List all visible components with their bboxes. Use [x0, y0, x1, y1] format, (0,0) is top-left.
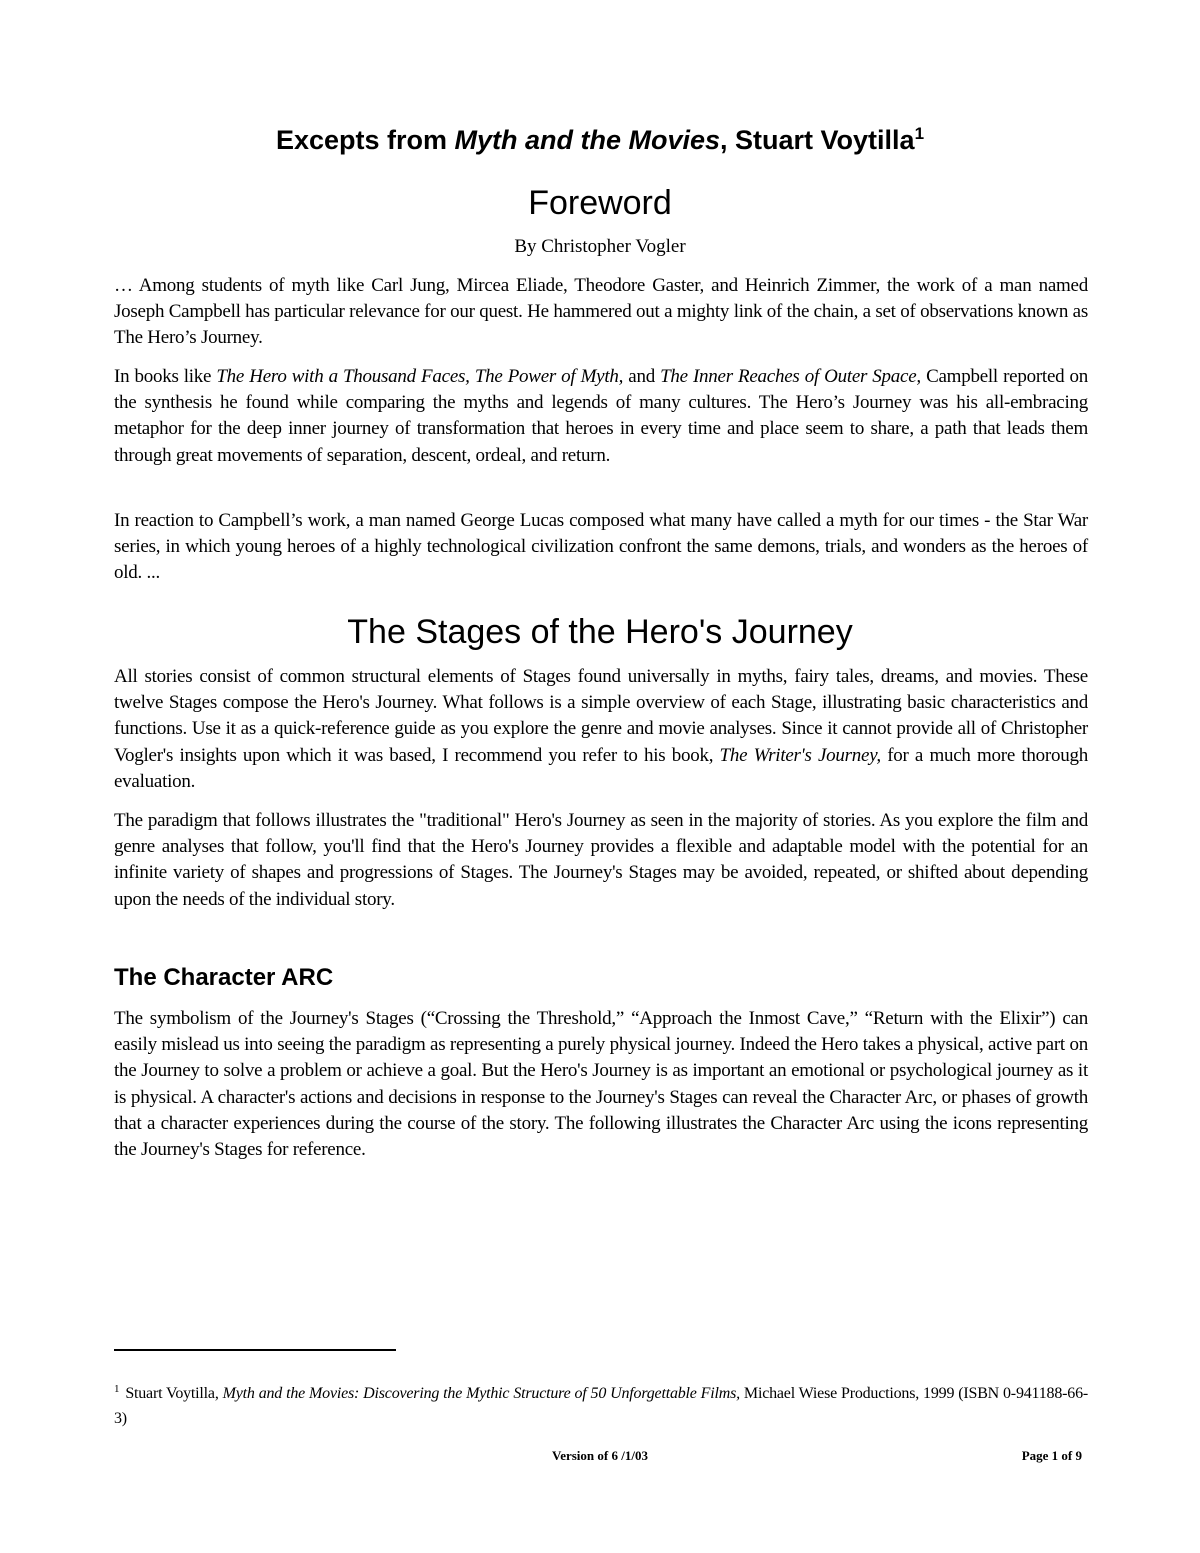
stages-heading: The Stages of the Hero's Journey	[347, 613, 853, 651]
foreword-paragraph-1: … Among students of myth like Carl Jung, Mircea Eliade, Theodore Gaster, and Heinrich Zimmer, the work of a man named Joseph Campbell has particular relevance for our quest. He hammered out a mighty link of the chain, a set of observations known as The Hero’s Journey.	[114, 275, 1088, 349]
foreword-paragraph-2: In books like The Hero with a Thousand Faces, The Power of Myth, and The Inner Reaches of Outer Space, Campbell reported on the synthesis he found while comparing the myths and legends of many cultures. The Hero’s Journey was his all-embracing metaphor for the deep inner journey of transformation that heroes in every time and place seem to share, a path that leads them through great movements of separation, descent, ordeal, and return.	[114, 366, 1089, 466]
footer-version: Version of 6 /1/03	[552, 1448, 648, 1463]
stages-paragraph-1: All stories consist of common structural elements of Stages found universally in myths, fairy tales, dreams, and movies. These twelve Stages compose the Hero's Journey. What follows is a simple overview of each Stage, illustrating basic characteristics and functions. Use it as a quick-reference guide as you explore the genre and movie analyses. Since it cannot provide all of Christopher Vogler's insights upon which it was based, I recommend you refer to his book, The Writer's Journey, for a much more thorough evaluation.	[114, 666, 1088, 792]
book-title: The Inner Reaches of Outer Space,	[660, 366, 921, 387]
footnote-book-title: Myth and the Movies: Discovering the Mythic Structure of 50 Unforgettable Films,	[222, 1385, 740, 1402]
document-title: Excepts from Myth and the Movies, Stuart Voytilla$^1$	[275, 124, 925, 155]
character-arc-paragraph: The symbolism of the Journey's Stages (“Crossing the Threshold,” “Approach the Inmost Cave,” “Return with the Elixir”) can easily mislead us into seeing the paradigm as representing a purely physical journey. Indeed the Hero takes a physical, active part on the Journey to solve a problem or achieve a goal. But the Hero's Journey is as important an emotional or psychological journey as it is physical. A character's actions and decisions in response to the Journey's Stages can reveal the Character Arc, or phases of growth that a character experiences during the course of the story. The following illustrates the Character Arc using the icons representing the Journey's Stages for reference.	[114, 1008, 1088, 1161]
footnote-divider	[114, 1349, 396, 1351]
book-title: The Power of Myth,	[474, 366, 624, 387]
foreword-heading: Foreword	[528, 184, 672, 222]
book-title: The Writer's Journey,	[719, 744, 881, 766]
title-footnote-ref[interactable]: 1	[914, 124, 925, 143]
book-title: The Hero with a Thousand Faces,	[216, 366, 470, 387]
foreword-byline: By Christopher Vogler	[514, 236, 686, 257]
foreword-paragraph-3: In reaction to Campbell’s work, a man named George Lucas composed what many have called a myth for our times - the Star War series, in which young heroes of a highly technological civilization confront the same demons, trials, and wonders as the heroes of old. ...	[114, 510, 1088, 584]
stages-paragraph-2: The paradigm that follows illustrates the "traditional" Hero's Journey as seen in the majority of stories. As you explore the film and genre analyses that follow, you'll find that the Hero's Journey provides a flexible and adaptable model with the potential for an infinite variety of shapes and progressions of Stages. The Journey's Stages may be avoided, repeated, or shifted about depending upon the needs of the individual story.	[114, 810, 1088, 910]
character-arc-heading: The Character ARC	[114, 964, 334, 991]
footer-page-number: Page 1 of 9	[1021, 1448, 1082, 1463]
footnote-mark: 1	[114, 1382, 120, 1395]
footnote: $^1$ Stuart Voytilla, Myth and the Movies: Discovering the Mythic Structure of 50 Unforgettable Films, Michael Wiese Productions, 1999 (ISBN 0-941188-66-3)	[114, 1382, 1089, 1427]
title-book: Myth and the Movies	[454, 125, 721, 155]
